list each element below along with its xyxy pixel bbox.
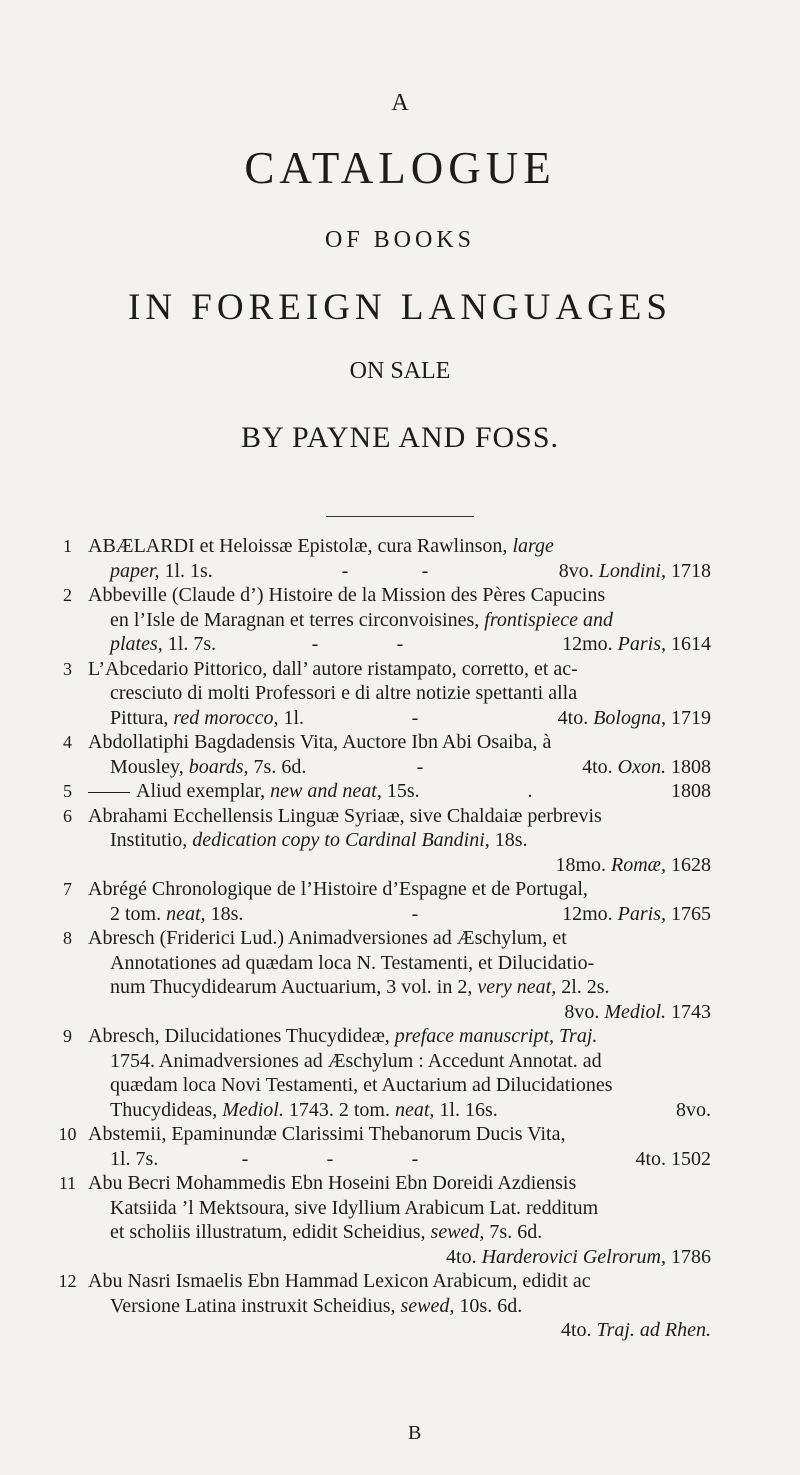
entry-format: 12mo. [562, 902, 613, 925]
entry-number: 4 [63, 732, 72, 752]
entry-format: 8vo. [676, 1098, 711, 1121]
entry-number: 3 [63, 658, 72, 679]
catalogue-entry-line [0, 755, 800, 780]
catalogue-entry-line [0, 926, 800, 951]
entry-text: 1754. Animadversiones ad Æschylum : Accedunt Annotat. ad [110, 1049, 602, 1072]
catalogue-entry-line [0, 853, 800, 878]
entry-text: ABÆLARDI et Heloissæ Epistolæ, cura Rawlinson, [88, 535, 508, 557]
entry-year: 1786 [671, 1245, 711, 1268]
page-title: CATALOGUE [244, 143, 556, 193]
catalogue-entry-line [0, 632, 800, 657]
catalogue-entry-line [0, 1147, 800, 1172]
entry-condition: dedication copy to Cardinal Bandini, [192, 829, 490, 851]
entry-place: Mediol. [222, 1098, 284, 1121]
catalogue-entry-line [0, 1122, 800, 1147]
entry-condition: boards, [188, 755, 249, 778]
entry-place: Romæ, [611, 853, 666, 876]
catalogue-entry-line [0, 975, 800, 1000]
catalogue-entry-line [0, 1245, 800, 1270]
entry-number: 12 [58, 1271, 77, 1291]
entry-condition: large [512, 535, 554, 557]
entry-place: Harderovici Gelrorum, [481, 1245, 666, 1268]
leader-dash: - [396, 633, 404, 655]
signature-mark: B [408, 1422, 422, 1444]
entry-place: Londini, [598, 559, 666, 582]
entry-price: 18s. [494, 829, 528, 851]
catalogue-entry-line [0, 1220, 800, 1245]
header-rule [326, 516, 474, 517]
entry-number: 2 [63, 585, 72, 605]
entry-condition: very neat, [477, 976, 557, 998]
subtitle-foreign-languages: IN FOREIGN LANGUAGES [128, 287, 672, 328]
catalogue-entry-line [0, 1098, 800, 1123]
entry-number: 1 [63, 536, 72, 556]
entry-number: 6 [63, 805, 72, 826]
entry-price: 1l. 1s. [164, 559, 213, 582]
leader-dash: - [411, 1147, 419, 1170]
entry-format: 12mo. [562, 633, 613, 655]
entry-place: Mediol. [604, 1000, 666, 1023]
leader-dot: . [527, 780, 533, 802]
entry-text: Katsiida ’l Mektsoura, sive Idyllium Arabicum Lat. redditum [110, 1196, 599, 1219]
entry-text: Pittura, [110, 706, 169, 729]
entry-number: 8 [63, 928, 72, 948]
entry-year: 1808 [671, 780, 711, 802]
entry-format: 18mo. [555, 853, 606, 876]
catalogue-entry-line [0, 1000, 800, 1025]
leader-dash: - [421, 559, 429, 582]
entry-condition: frontispiece and [484, 608, 613, 631]
entry-condition: neat, [166, 902, 206, 925]
catalogue-entry-line [0, 779, 800, 804]
entry-year: 1502 [671, 1147, 711, 1170]
entry-place: Traj. [559, 1025, 598, 1047]
leader-dash: - [241, 1147, 249, 1170]
entry-condition: sewed, [400, 1294, 455, 1317]
leader-dash: - [311, 633, 319, 655]
entry-year: 1765 [671, 902, 711, 925]
entry-text: Abresch (Friderici Lud.) Animadversiones ad Æschylum, et [88, 927, 567, 949]
subtitle-on-sale: ON SALE [349, 358, 451, 384]
catalogue-entry-line [0, 706, 800, 731]
subtitle-books: OF BOOKS [324, 227, 476, 253]
entry-condition: neat, [394, 1098, 435, 1121]
entry-format: 4to. [446, 1245, 477, 1268]
entry-place: Bologna, [593, 706, 666, 729]
entry-text: Abrahami Ecchellensis Linguæ Syriaæ, sive Chaldaiæ perbrevis [88, 804, 602, 827]
entry-place: Paris, [617, 902, 666, 925]
leader-dash: - [416, 755, 424, 778]
entry-year: 1808 [671, 755, 711, 778]
catalogue-entry-line [0, 657, 800, 682]
header-article: A [391, 90, 409, 116]
entry-text: Abbeville (Claude d’) Histoire de la Mission des Pères Capucins [88, 584, 606, 606]
entry-condition: sewed, [430, 1221, 485, 1243]
entry-price: 1l. [283, 706, 305, 729]
entry-condition: new and neat, [270, 780, 382, 802]
leader-dash: - [411, 902, 419, 925]
catalogue-entry-line [0, 1049, 800, 1074]
entry-condition: paper, [110, 559, 160, 582]
entry-text: L’Abcedario Pittorico, dall’ autore ristampato, corretto, et ac- [88, 657, 578, 680]
entry-condition: red morocco, [173, 706, 279, 729]
entry-text: Aliud exemplar, [136, 780, 266, 802]
entry-text: Abrégé Chronologique de l’Histoire d’Espagne et de Portugal, [88, 878, 588, 900]
entry-year: 1614 [671, 633, 711, 655]
entry-text: Abu Becri Mohammedis Ebn Hoseini Ebn Doreidi Azdiensis [88, 1172, 577, 1194]
entry-price: 10s. 6d. [459, 1294, 523, 1317]
catalogue-entry-line [0, 902, 800, 927]
entry-number: 11 [58, 1173, 77, 1193]
publisher-line: BY PAYNE AND FOSS. [240, 421, 560, 454]
entry-format: 4to. [560, 1319, 592, 1341]
entry-number: 9 [63, 1026, 72, 1046]
entry-place: Oxon. [617, 755, 666, 778]
catalogue-entry-line [0, 951, 800, 976]
entry-number: 7 [63, 879, 72, 899]
entry-text: Abresch, Dilucidationes Thucydideæ, [88, 1025, 390, 1047]
entry-format: 8vo. [564, 1000, 600, 1023]
catalogue-entry-line [0, 1024, 800, 1049]
entry-text: quædam loca Novi Testamenti, et Auctarium ad Dilucidationes [110, 1074, 613, 1096]
catalogue-entry-line [0, 828, 800, 853]
catalogue-entry-line [0, 1318, 800, 1343]
catalogue-entry-line [0, 534, 800, 559]
entry-number: 5 [63, 781, 72, 801]
entry-price: 1l. 7s. [110, 1147, 159, 1170]
catalogue-entry-line [0, 608, 800, 633]
entry-text: et scholiis illustratum, edidit Scheidius, [110, 1221, 426, 1243]
catalogue-entry-line [0, 1196, 800, 1221]
catalogue-entry-line [0, 1073, 800, 1098]
leader-dash: - [326, 1147, 334, 1170]
entry-price: 7s. 6d. [253, 755, 307, 778]
entry-price: 2l. 2s. [561, 976, 610, 998]
entry-number: 10 [58, 1124, 77, 1144]
catalogue-entry-line [0, 877, 800, 902]
entry-text: cresciuto di molti Professori e di altre notizie spettanti alla [110, 682, 578, 704]
leader-dash: - [341, 559, 349, 582]
entry-price: 18s. [210, 902, 244, 925]
entry-text: Abu Nasri Ismaelis Ebn Hammad Lexicon Arabicum, edidit ac [88, 1270, 591, 1292]
entry-year: 1743 [671, 1000, 711, 1023]
ditto-rule [88, 792, 130, 793]
catalogue-entries [0, 534, 800, 1343]
entry-text: 2 tom. [110, 902, 162, 925]
entry-format: 4to. [557, 706, 589, 729]
entry-price: 1l. 16s. [439, 1098, 498, 1121]
entry-text: en l’Isle de Maragnan et terres circonvoisines, [110, 608, 480, 631]
catalogue-entry-line [0, 730, 800, 755]
entry-price: 15s. [386, 780, 420, 802]
entry-format: 8vo. [558, 559, 594, 582]
entry-condition: preface manuscript, [394, 1025, 555, 1047]
catalogue-entry-line [0, 1294, 800, 1319]
entry-text: Versione Latina instruxit Scheidius, [110, 1294, 396, 1317]
entry-text: Institutio, [110, 829, 188, 851]
entry-text: Mousley, [110, 755, 184, 778]
entry-text: 1743. 2 tom. [288, 1098, 390, 1121]
entry-text: num Thucydidearum Auctuarium, 3 vol. in 2, [110, 976, 473, 998]
catalogue-entry-line [0, 1269, 800, 1294]
catalogue-entry-line [0, 559, 800, 584]
entry-text: Abdollatiphi Bagdadensis Vita, Auctore Ibn Abi Osaiba, à [88, 731, 552, 753]
catalogue-entry-line [0, 1171, 800, 1196]
catalogue-entry-line [0, 681, 800, 706]
catalogue-entry-line [0, 583, 800, 608]
entry-year: 1718 [671, 559, 711, 582]
entry-text: Annotationes ad quædam loca N. Testamenti, et Dilucidatio- [110, 951, 595, 974]
entry-year: 1628 [671, 853, 711, 876]
entry-price: 7s. 6d. [489, 1221, 543, 1243]
entry-text: Thucydideas, [110, 1098, 218, 1121]
catalogue-entry-line [0, 804, 800, 829]
entry-year: 1719 [671, 706, 711, 729]
entry-format: 4to. [635, 1147, 666, 1170]
entry-price: 1l. 7s. [167, 633, 217, 655]
leader-dash: - [411, 706, 419, 729]
entry-condition: plates, [110, 633, 163, 655]
entry-text: Abstemii, Epaminundæ Clarissimi Thebanorum Ducis Vita, [88, 1123, 566, 1145]
entry-place: Traj. ad Rhen. [596, 1319, 711, 1341]
entry-format: 4to. [582, 755, 613, 778]
entry-place: Paris, [617, 633, 666, 655]
